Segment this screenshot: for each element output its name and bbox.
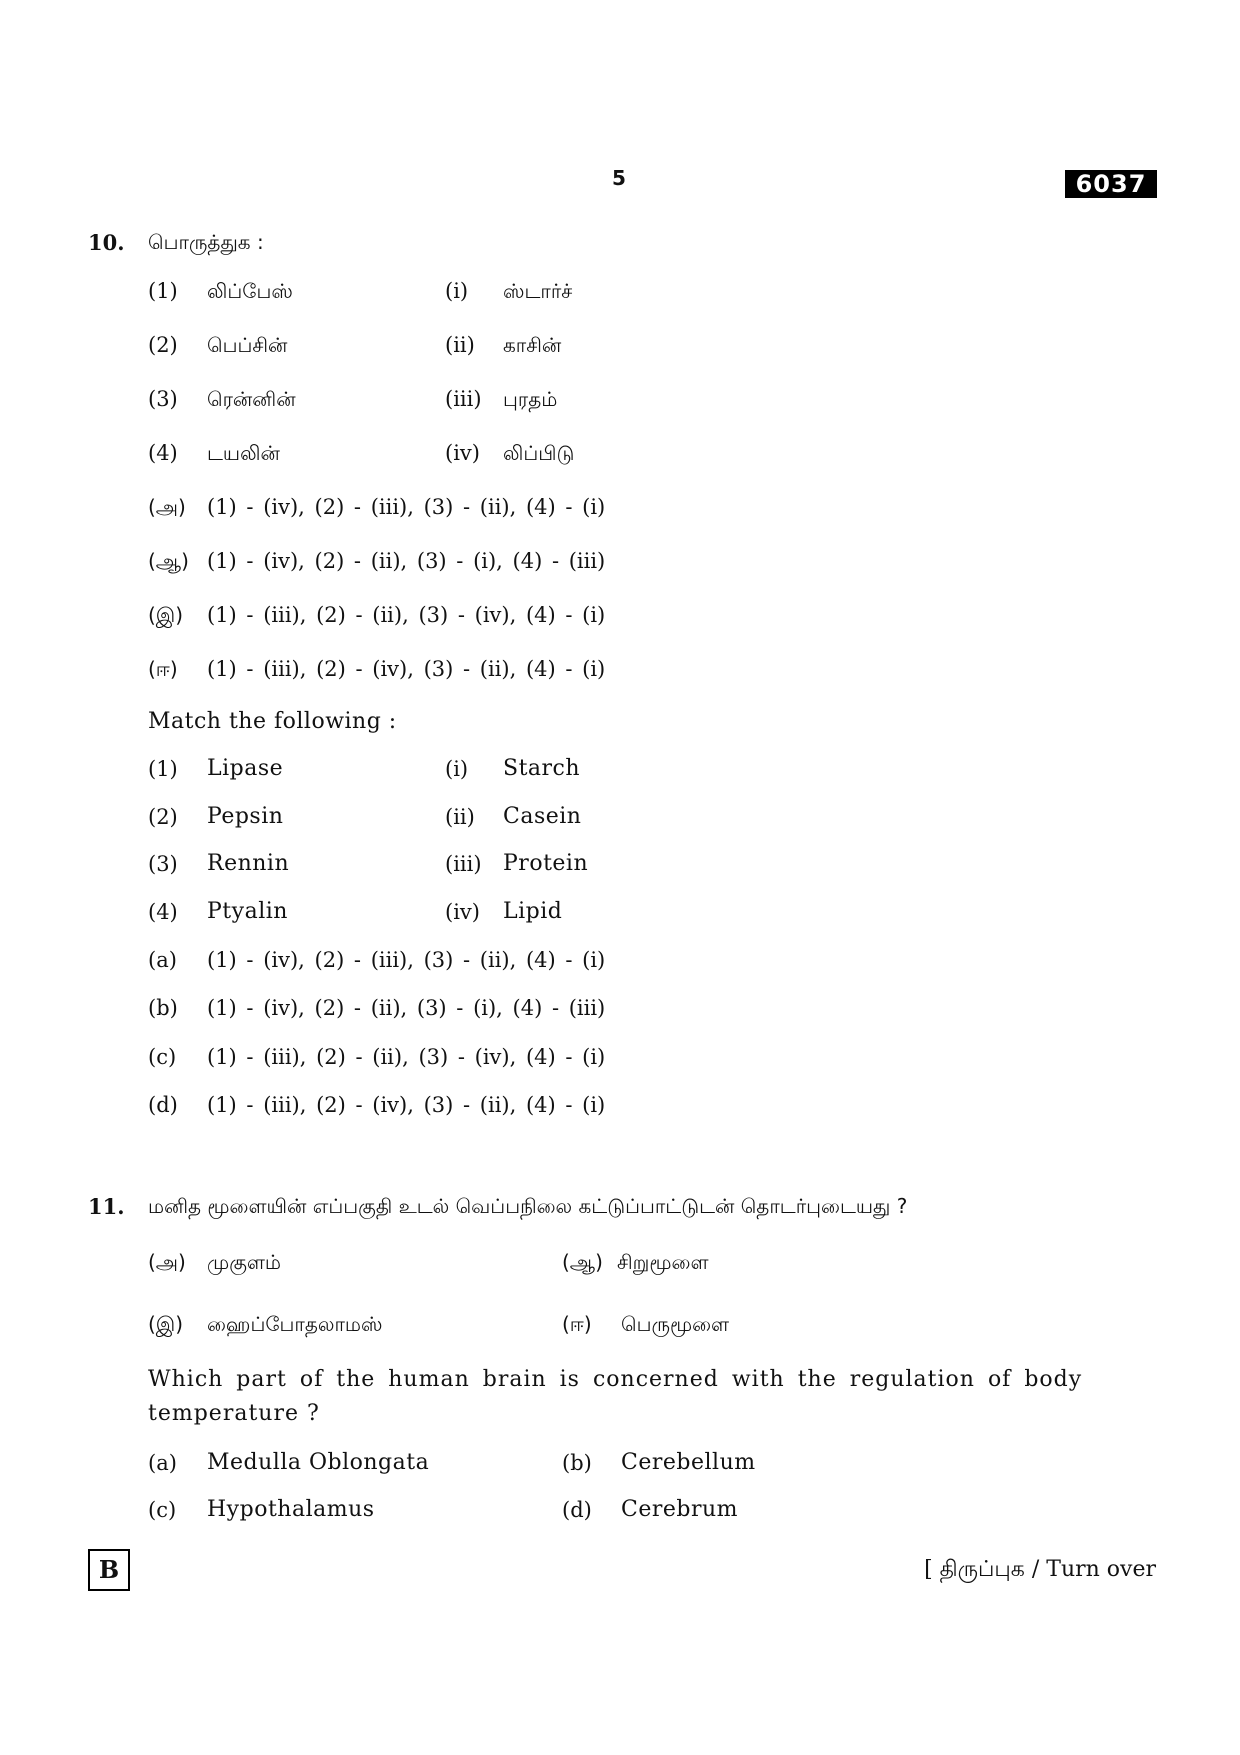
option-text: (1) - (iv), (2) - (iii), (3) - (ii), (4) - (i) (207, 948, 606, 972)
option-label: (ஆ) (148, 549, 189, 573)
pair-left-item: பெப்சின் (207, 333, 288, 357)
pair-roman: (iii) (445, 852, 482, 876)
option-label: (ஈ) (562, 1312, 592, 1336)
option-label: (b) (148, 996, 178, 1020)
pair-roman: (iv) (445, 900, 480, 924)
booklet-series-box: B (88, 1549, 130, 1591)
pair-roman: (ii) (445, 805, 475, 829)
option-text: ஹைப்போதலாமஸ் (207, 1312, 383, 1336)
pair-left-item: Rennin (207, 851, 290, 876)
option-label: (d) (562, 1498, 592, 1522)
pair-right-item: Lipid (503, 899, 563, 924)
pair-right-item: Casein (503, 804, 582, 829)
option-label: (a) (148, 948, 177, 972)
pair-left-item: டயலின் (207, 441, 280, 465)
option-label: (a) (148, 1451, 177, 1475)
option-label: (இ) (148, 1312, 184, 1336)
turn-over-note: [ திருப்புக / Turn over (924, 1557, 1156, 1582)
pair-number: (2) (148, 805, 178, 829)
pair-right-item: Starch (503, 756, 581, 781)
pair-right-item: புரதம் (503, 387, 558, 411)
question-10-prompt-english: Match the following : (148, 709, 397, 734)
pair-number: (3) (148, 852, 178, 876)
question-10-number: 10. (88, 230, 125, 255)
pair-right-item: காசின் (503, 333, 562, 357)
pair-roman: (i) (445, 757, 469, 781)
pair-right-item: ஸ்டார்ச் (503, 279, 573, 303)
pair-left-item: Pepsin (207, 804, 284, 829)
option-label: (c) (148, 1498, 177, 1522)
option-label: (ஈ) (148, 657, 178, 681)
option-text: (1) - (iii), (2) - (iv), (3) - (ii), (4) - (i) (207, 657, 606, 681)
option-text: பெருமூளை (621, 1312, 730, 1336)
question-10-prompt-tamil: பொருத்துக : (148, 230, 264, 254)
option-text: Hypothalamus (207, 1497, 375, 1522)
question-11-number: 11. (88, 1194, 125, 1219)
option-text: Medulla Oblongata (207, 1450, 430, 1475)
pair-number: (2) (148, 333, 178, 357)
option-text: Cerebellum (621, 1450, 756, 1475)
pair-roman: (iv) (445, 441, 480, 465)
question-11-text-english-cont: temperature ? (148, 1401, 320, 1426)
pair-left-item: ரென்னின் (207, 387, 296, 411)
pair-roman: (i) (445, 279, 469, 303)
option-text: (1) - (iii), (2) - (ii), (3) - (iv), (4) - (i) (207, 1045, 606, 1069)
question-11-text-tamil: மனித மூளையின் எப்பகுதி உடல் வெப்பநிலை கட்டுப்பாட்டுடன் தொடர்புடையது ? (148, 1194, 908, 1218)
pair-left-item: Lipase (207, 756, 284, 781)
page-number: 5 (612, 166, 626, 190)
option-label: (அ) (148, 1250, 186, 1274)
option-label: (அ) (148, 495, 186, 519)
option-text: (1) - (iv), (2) - (ii), (3) - (i), (4) - (iii) (207, 549, 606, 573)
option-text: முகுளம் (207, 1250, 282, 1274)
pair-number: (4) (148, 900, 178, 924)
pair-left-item: Ptyalin (207, 899, 288, 924)
pair-roman: (ii) (445, 333, 475, 357)
pair-number: (3) (148, 387, 178, 411)
option-label: (c) (148, 1045, 177, 1069)
option-label: (b) (562, 1451, 592, 1475)
question-11-text-english: Which part of the human brain is concerned with the regulation of body (148, 1367, 1083, 1392)
pair-number: (1) (148, 279, 178, 303)
pair-right-item: Protein (503, 851, 589, 876)
paper-code: 6037 (1065, 170, 1157, 198)
option-label: (ஆ) (562, 1250, 603, 1274)
option-label: (d) (148, 1093, 178, 1117)
pair-left-item: லிப்பேஸ் (207, 279, 293, 303)
option-label: (இ) (148, 603, 184, 627)
option-text: சிறுமூளை (617, 1250, 709, 1274)
pair-number: (1) (148, 757, 178, 781)
option-text: Cerebrum (621, 1497, 739, 1522)
option-text: (1) - (iv), (2) - (iii), (3) - (ii), (4) - (i) (207, 495, 606, 519)
pair-number: (4) (148, 441, 178, 465)
pair-roman: (iii) (445, 387, 482, 411)
option-text: (1) - (iv), (2) - (ii), (3) - (i), (4) - (iii) (207, 996, 606, 1020)
option-text: (1) - (iii), (2) - (iv), (3) - (ii), (4) - (i) (207, 1093, 606, 1117)
option-text: (1) - (iii), (2) - (ii), (3) - (iv), (4) - (i) (207, 603, 606, 627)
pair-right-item: லிப்பிடு (503, 441, 575, 465)
